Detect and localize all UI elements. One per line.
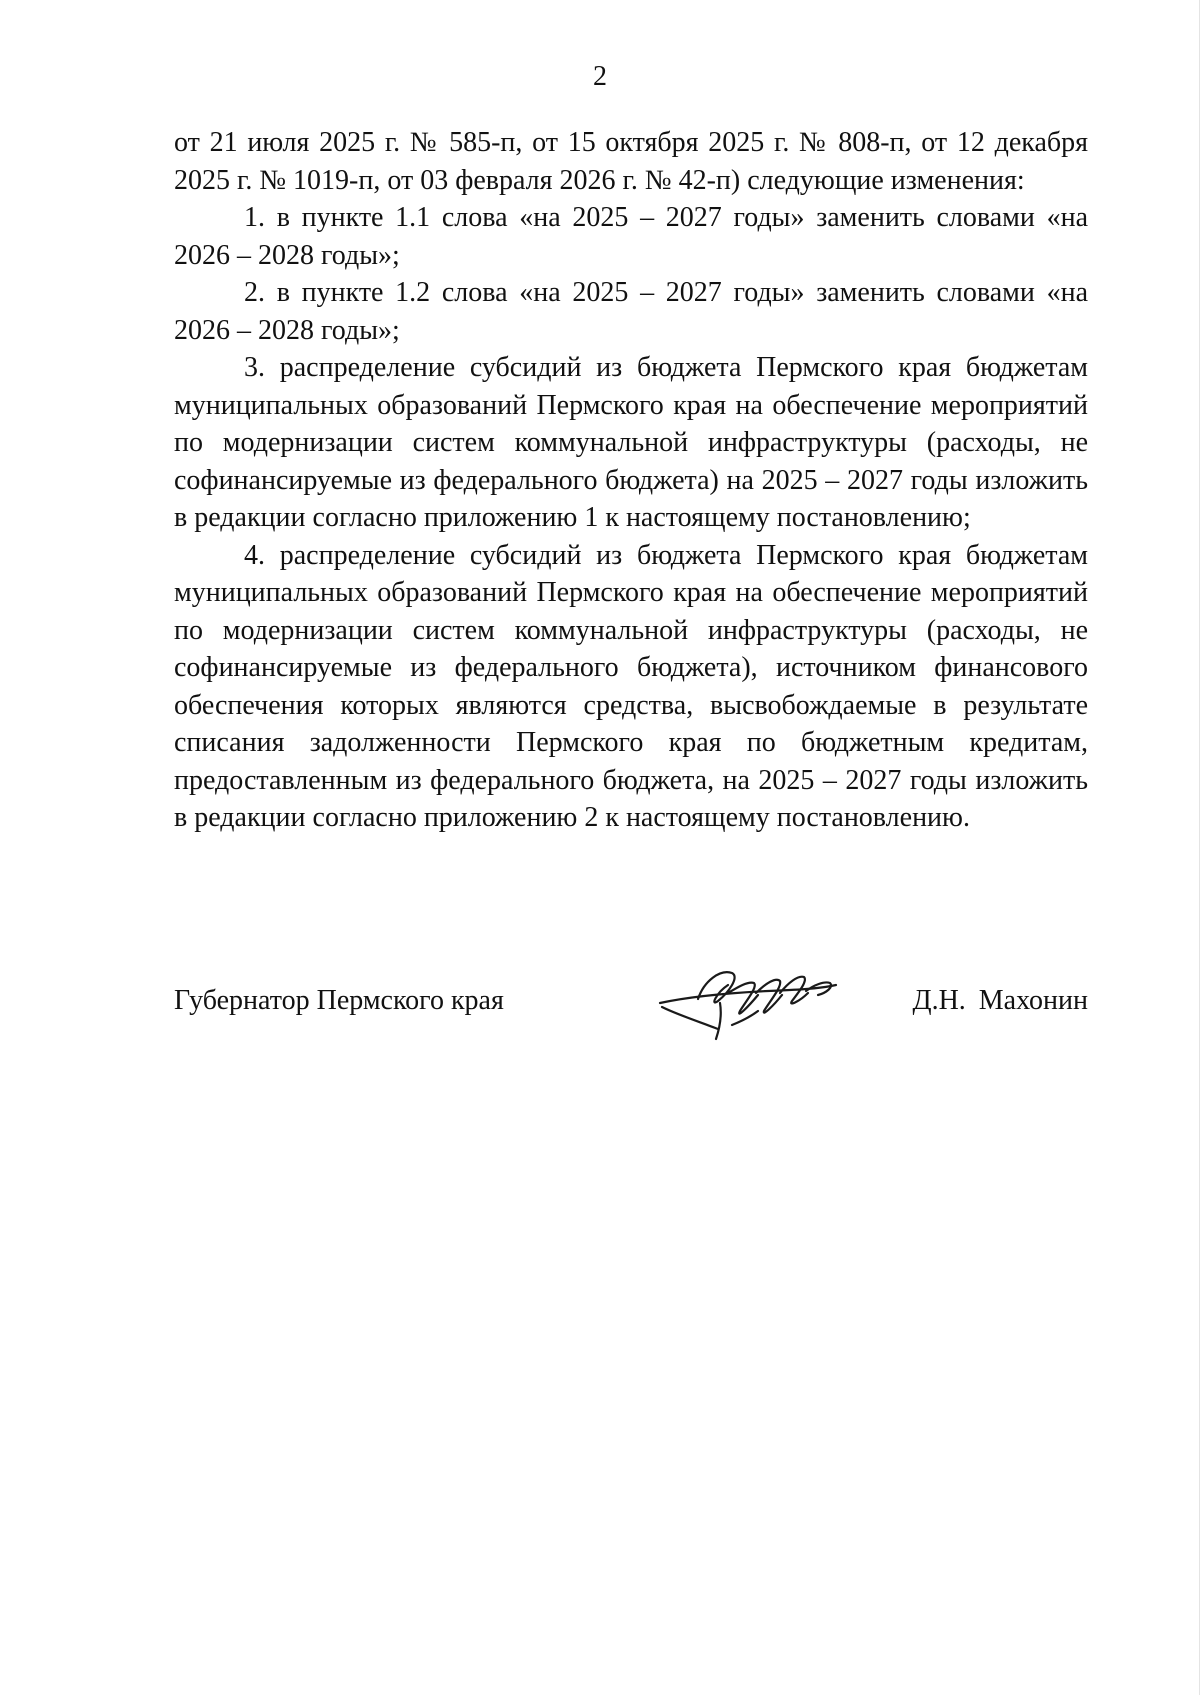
- paragraph-item-2: 2. в пункте 1.2 слова «на 2025 – 2027 годы» заменить словами «на 2026 – 2028 годы»;: [174, 277, 1088, 346]
- handwritten-signature: [658, 963, 844, 1045]
- paragraph-item-4: 4. распределение субсидий из бюджета Пермского края бюджетам муниципальных образований Пермского края на обеспечение мероприятий по модернизации систем коммунальной инфраструктуры (расходы, не софинансируемые из федерального бюджета), источником финансового обеспечения которых являются средства, высвобождаемые в результате списания задолженности Пермского края по бюджетным кредитам, предоставленным из федерального бюджета, на 2025 – 2027 годы изложить в редакции согласно приложению 2 к настоящему постановлению.: [174, 539, 1088, 833]
- paragraph-item-3: 3. распределение субсидий из бюджета Пермского края бюджетам муниципальных образований Пермского края на обеспечение мероприятий по модернизации систем коммунальной инфраструктуры (расходы, не софинансируемые из федерального бюджета) на 2025 – 2027 годы изложить в редакции согласно приложению 1 к настоящему постановлению;: [174, 352, 1088, 533]
- signature-block: [174, 983, 1088, 1043]
- paragraph-item-1: 1. в пункте 1.1 слова «на 2025 – 2027 годы» заменить словами «на 2026 – 2028 годы»;: [174, 202, 1088, 271]
- document-body: [174, 124, 1088, 837]
- page-number: 2: [593, 61, 607, 92]
- signatory-name: Д.Н. Махонин: [912, 985, 1088, 1016]
- signatory-position: Губернатор Пермского края: [174, 985, 504, 1016]
- paragraph-continuation: от 21 июля 2025 г. № 585-п, от 15 октября 2025 г. № 808-п, от 12 декабря 2025 г. № 1019-п, от 03 февраля 2026 г. № 42-п) следующие изменения:: [174, 127, 1088, 196]
